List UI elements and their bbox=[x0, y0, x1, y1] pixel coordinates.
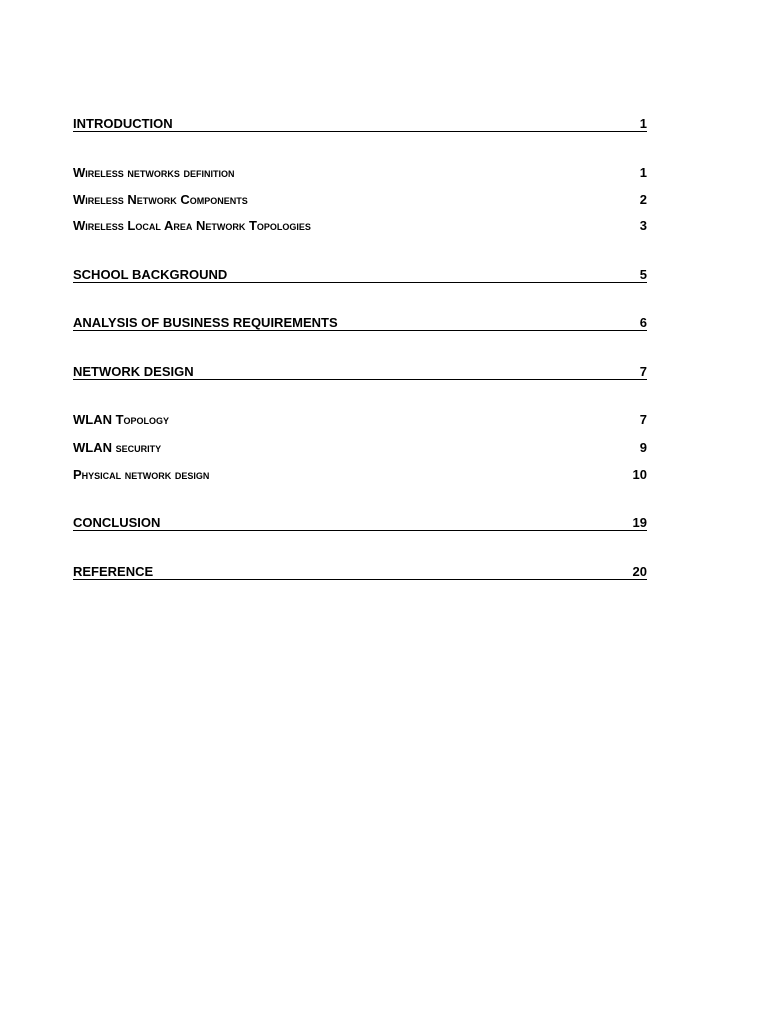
toc-entry-page-number: 6 bbox=[639, 315, 647, 330]
toc-entry-physical-network-design[interactable] bbox=[73, 468, 647, 481]
toc-entry-page-number: 1 bbox=[639, 165, 647, 180]
toc-entry-page-number: 7 bbox=[639, 364, 647, 379]
toc-entry-title: Wireless Local Area Network Topologies bbox=[73, 218, 311, 233]
toc-entry-analysis-of-business-requirements[interactable] bbox=[73, 316, 647, 331]
toc-entry-page-number: 3 bbox=[639, 218, 647, 233]
toc-entry-wireless-network-components[interactable] bbox=[73, 193, 647, 206]
toc-entry-title: Wireless Network Components bbox=[73, 192, 248, 207]
toc-entry-page-number: 10 bbox=[632, 467, 647, 482]
toc-entry-page-number: 1 bbox=[639, 116, 647, 131]
toc-entry-wlan-topology[interactable] bbox=[73, 413, 647, 426]
toc-entry-title: Wireless networks definition bbox=[73, 165, 235, 180]
toc-entry-page-number: 5 bbox=[639, 267, 647, 282]
toc-entry-wlan-topologies[interactable] bbox=[73, 219, 647, 232]
toc-entry-title: ANALYSIS OF BUSINESS REQUIREMENTS bbox=[73, 315, 338, 330]
toc-entry-title: CONCLUSION bbox=[73, 515, 161, 530]
toc-entry-title: Physical network design bbox=[73, 467, 210, 482]
toc-entry-title: WLAN security bbox=[73, 440, 162, 455]
toc-entry-school-background[interactable] bbox=[73, 268, 647, 283]
toc-entry-page-number: 2 bbox=[639, 192, 647, 207]
toc-entry-title: NETWORK DESIGN bbox=[73, 364, 194, 379]
toc-entry-conclusion[interactable] bbox=[73, 516, 647, 531]
toc-entry-title: INTRODUCTION bbox=[73, 116, 173, 131]
toc-entry-introduction[interactable] bbox=[73, 117, 647, 132]
toc-entry-page-number: 19 bbox=[632, 515, 647, 530]
toc-entry-page-number: 20 bbox=[632, 564, 647, 579]
toc-entry-network-design[interactable] bbox=[73, 365, 647, 380]
toc-entry-title: SCHOOL BACKGROUND bbox=[73, 267, 228, 282]
toc-entry-title: WLAN Topology bbox=[73, 412, 170, 427]
toc-entry-title: REFERENCE bbox=[73, 564, 154, 579]
toc-entry-reference[interactable] bbox=[73, 565, 647, 580]
toc-entry-wireless-networks-definition[interactable] bbox=[73, 166, 647, 179]
toc-entry-page-number: 7 bbox=[639, 412, 647, 427]
toc-entry-wlan-security[interactable] bbox=[73, 441, 647, 454]
toc-entry-page-number: 9 bbox=[639, 440, 647, 455]
